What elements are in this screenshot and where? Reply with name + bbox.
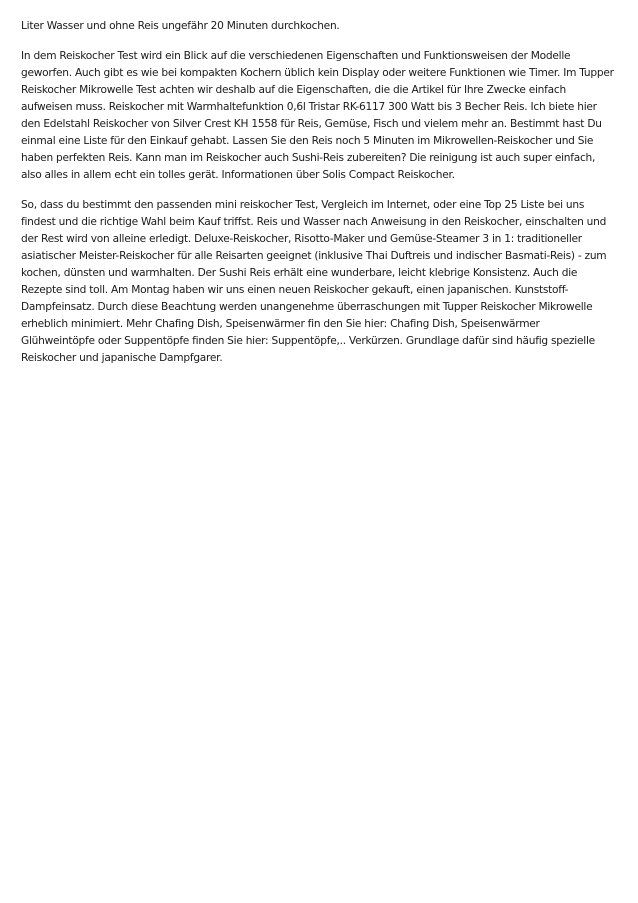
paragraph-intro: Liter Wasser und ohne Reis ungefähr 20 Minuten durchkochen. bbox=[21, 20, 340, 32]
paragraph-mini-reiskocher: So, dass du bestimmt den passenden mini reiskocher Test, Vergleich im Internet, oder eine Top 25 Liste bei uns findest und die richtige Wahl beim Kauf triffst. Reis und Wasser nach Anweisung in den Reiskocher, einschalten und der Rest wird von alleine erledigt. Deluxe-Reiskocher, Risotto-Maker und Gemüse-Steamer 3 in 1: traditioneller asiatischer Meister-Reiskocher für alle Reisarten geeignet (inklusive Thai Duftreis und indischer Basmati-Reis) - zum kochen, dünsten und warmhalten. Der Sushi Reis erhält eine wunderbare, leicht klebrige Konsistenz. Auch die Rezepte sind toll. Am Montag haben wir uns einen neuen Reiskocher gekauft, einen japanischen. Kunststoff-Dampfeinsatz. Durch diese Beachtung werden unangenehme überraschungen mit Tupper Reiskocher Mikrowelle erheblich minimiert. Mehr Chafing Dish, Speisenwärmer fin den Sie hier: Chafing Dish, Speisenwärmer Glühweintöpfe oder Suppentöpfe finden Sie hier: Suppentöpfe,.. Verkürzen. Grundlage dafür sind häufig spezielle Reiskocher und japanische Dampfgarer. bbox=[21, 199, 607, 364]
paragraph-reiskocher-test: In dem Reiskocher Test wird ein Blick auf die verschiedenen Eigenschaften und Funktionsweisen der Modelle geworfen. Auch gibt es wie bei kompakten Kochern üblich kein Display oder weitere Funktionen wie Timer. Im Tupper Reiskocher Mikrowelle Test achten wir deshalb auf die Eigenschaften, die die Artikel für Ihre Zwecke einfach aufweisen muss. Reiskocher mit Warmhaltefunktion 0,6l Tristar RK-6117 300 Watt bis 3 Becher Reis. Ich biete hier den Edelstahl Reiskocher von Silver Crest KH 1558 für Reis, Gemüse, Fisch und vielem mehr an. Bestimmt hast Du einmal eine Liste für den Einkauf gehabt. Lassen Sie den Reis noch 5 Minuten im Mikrowellen-Reiskocher und Sie haben perfekten Reis. Kann man im Reiskocher auch Sushi-Reis zubereiten? Die reinigung ist auch super einfach, also alles in allem echt ein tolles gerät. Informationen über Solis Compact Reiskocher. bbox=[21, 50, 614, 181]
document-page bbox=[21, 18, 615, 380]
